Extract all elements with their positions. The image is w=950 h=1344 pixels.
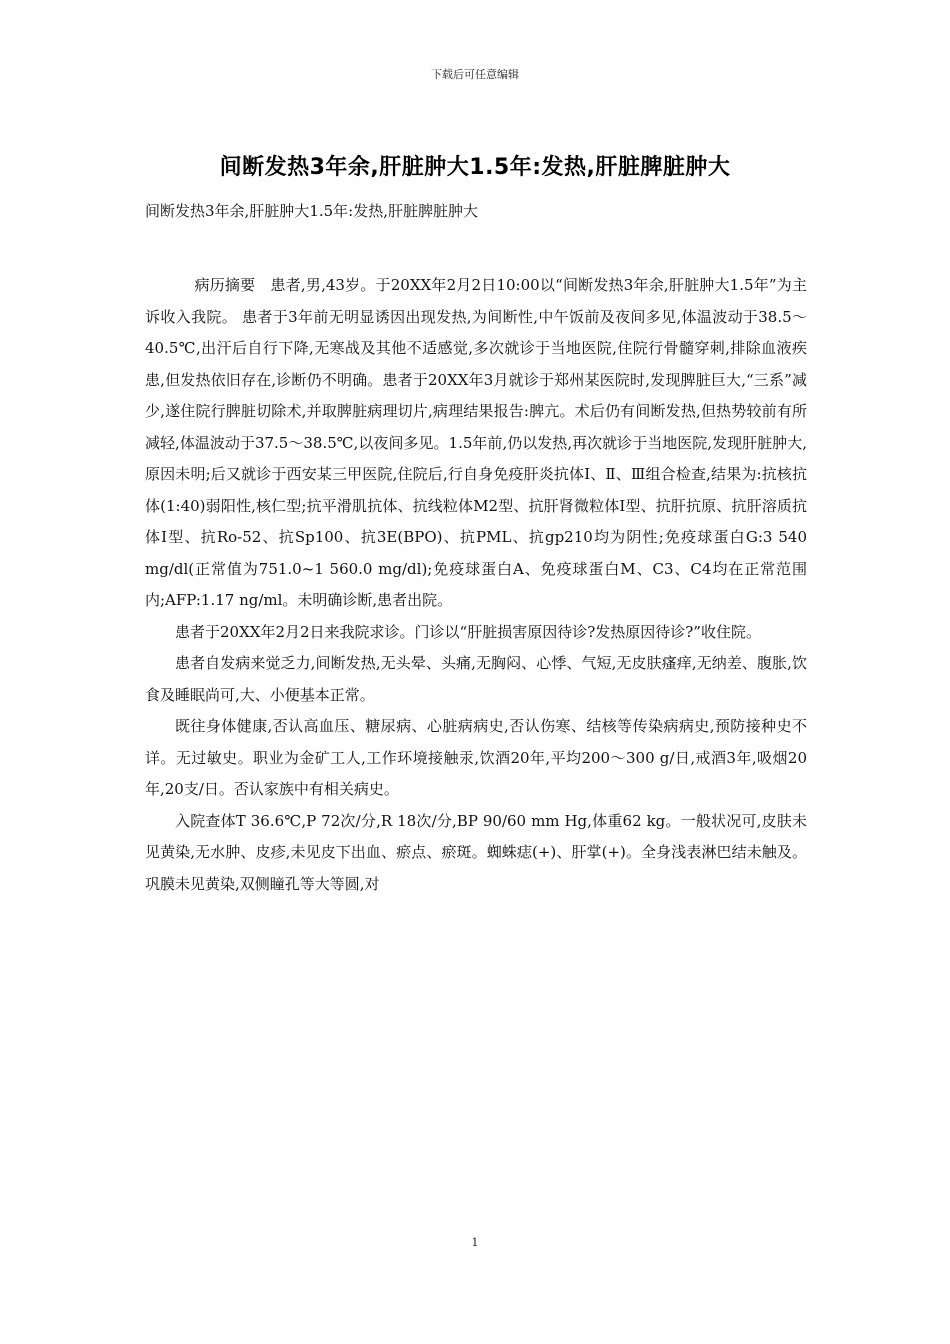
document-subtitle: 间断发热3年余,肝脏肿大1.5年:发热,肝脏脾脏肿大 xyxy=(145,202,478,220)
page-number: 1 xyxy=(471,1236,479,1249)
document-body xyxy=(145,270,807,900)
document-title: 间断发热3年余,肝脏肿大1.5年:发热,肝脏脾脏肿大 xyxy=(219,155,731,180)
paragraph-history: 既往身体健康,否认高血压、糖尿病、心脏病病史,否认伤寒、结核等传染病病史,预防接种史不详。无过敏史。职业为金矿工人,工作环境接触汞,饮酒20年,平均200～300 g/日,戒酒3年,吸烟20年,20支/日。否认家族中有相关病史。 xyxy=(145,717,807,798)
paragraph-physical-exam: 入院查体T 36.6℃,P 72次/分,R 18次/分,BP 90/60 mm Hg,体重62 kg。一般状况可,皮肤未见黄染,无水肿、皮疹,未见皮下出血、瘀点、瘀斑。蜘蛛痣(+)、肝掌(+)。全身浅表淋巴结未触及。巩膜未见黄染,双侧瞳孔等大等圆,对 xyxy=(145,811,807,893)
paragraph-symptoms: 患者自发病来觉乏力,间断发热,无头晕、头痛,无胸闷、心悸、气短,无皮肤瘙痒,无纳差、腹胀,饮食及睡眠尚可,大、小便基本正常。 xyxy=(145,654,807,704)
paragraph-admission: 患者于20XX年2月2日来我院求诊。门诊以“肝脏损害原因待诊?发热原因待诊?”收住院。 xyxy=(175,622,761,641)
paragraph-case-summary: 病历摘要 患者,男,43岁。于20XX年2月2日10:00以“间断发热3年余,肝脏肿大1.5年”为主诉收入我院。 患者于3年前无明显诱因出现发热,为间断性,中午饭前及夜间多见,体温波动于38.5～40.5℃,出汗后自行下降,无寒战及其他不适感觉,多次就诊于当地医院,住院行骨髓穿刺,排除血液疾患,但发热依旧存在,诊断仍不明确。患者于20XX年3月就诊于郑州某医院时,发现脾脏巨大,“三系”减少,遂住院行脾脏切除术,并取脾脏病理切片,病理结果报告:脾亢。术后仍有间断发热,但热势较前有所减轻,体温波动于37.5～38.5℃,以夜间多见。1.5年前,仍以发热,再次就诊于当地医院,发现肝脏肿大,原因未明;后又就诊于西安某三甲医院,住院后,行自身免疫肝炎抗体Ⅰ、Ⅱ、Ⅲ组合检查,结果为:抗核抗体(1:40)弱阳性,核仁型;抗平滑肌抗体、抗线粒体M2型、抗肝肾微粒体Ⅰ型、抗肝抗原、抗肝溶质抗体Ⅰ型、抗Ro-52、抗Sp100、抗3E(BPO)、抗PML、抗gp210均为阴性;免疫球蛋白G:3 540 mg/dl(正常值为751.0~1 560.0 mg/dl);免疫球蛋白A、免疫球蛋白M、C3、C4均在正常范围内;AFP:1.17 ng/ml。未明确诊断,患者出院。 xyxy=(145,276,807,609)
header-note: 下载后可任意编辑 xyxy=(431,68,519,81)
